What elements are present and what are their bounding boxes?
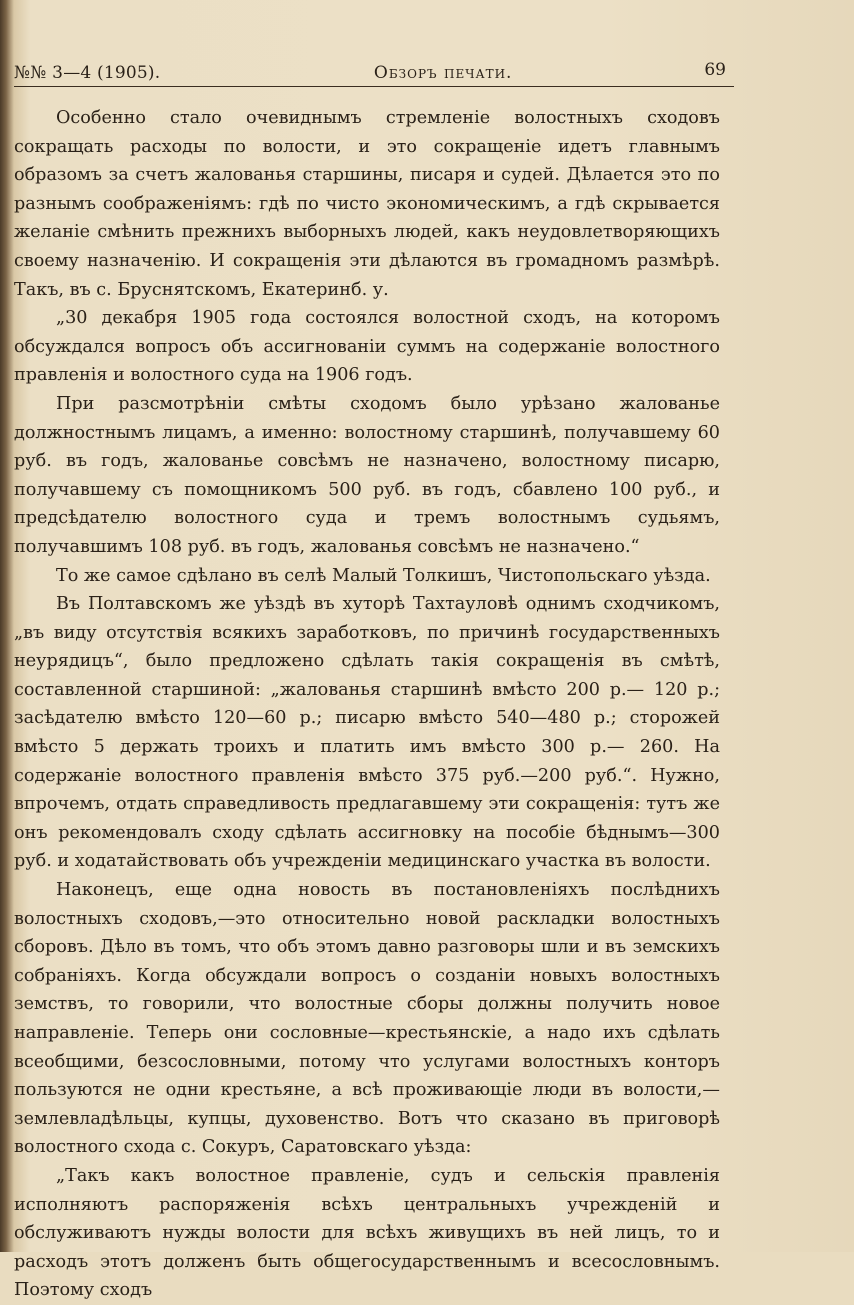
paragraph: Въ Полтавскомъ же уѣздѣ въ хуторѣ Тахтауловѣ однимъ сходчикомъ, „въ виду отсутствія всякихъ заработковъ, по причинѣ государственныхъ неурядицъ“, было предложено сдѣлать такія сокращенія въ смѣтѣ, составленной старшиной: „жалованья старшинѣ вмѣсто 200 р.— 120 р.; засѣдателю вмѣсто 120—60 р.; писарю вмѣсто 540—480 р.; сторожей вмѣсто 5 держать троихъ и платить имъ вмѣсто 300 р.— 260. На содержаніе волостного правленія вмѣсто 375 руб.—200 руб.“. Нужно, впрочемъ, отдать справедливость предлагавшему эти сокращенія: тутъ же онъ рекомендовалъ сходу сдѣлать ассигновку на пособіе бѣднымъ—300 руб. и ходатайствовать объ учрежденіи медицинскаго участка въ волости. <box>14 594 720 872</box>
paragraph: „30 декабря 1905 года состоялся волостной сходъ, на которомъ обсуждался вопросъ объ ассигнованіи суммъ на содержаніе волостного правленія и волостного суда на 1906 годъ. <box>14 308 720 386</box>
header-divider <box>14 86 734 87</box>
paragraph: Особенно стало очевиднымъ стремленіе волостныхъ сходовъ сокращать расходы по волости, и это сокращеніе идетъ главнымъ образомъ за счетъ жалованья старшины, писаря и судей. Дѣлается это по разнымъ соображеніямъ: гдѣ по чисто экономическимъ, а гдѣ скрывается желаніе смѣнить прежнихъ выборныхъ людей, какъ неудовлетворяющихъ своему назначенію. И сокращенія эти дѣлаются въ громадномъ размѣрѣ. Такъ, въ с. Бруснятскомъ, Екатеринб. у. <box>14 108 720 300</box>
paragraph: То же самое сдѣлано въ селѣ Малый Толкишъ, Чистопольскаго уѣзда. <box>56 565 711 586</box>
paragraph: При разсмотрѣніи смѣты сходомъ было урѣзано жалованье должностнымъ лицамъ, а именно: волостному старшинѣ, получавшему 60 руб. въ годъ, жалованье совсѣмъ не назначено, волостному писарю, получавшему съ помощникомъ 500 руб. въ годъ, сбавлено 100 руб., и предсѣдателю волостного суда и тремъ волостнымъ судьямъ, получавшимъ 108 руб. въ годъ, жалованья совсѣмъ не назначено.“ <box>14 393 720 557</box>
page-number: 69 <box>704 60 726 80</box>
section-title: Обзоръ печати. <box>373 63 513 83</box>
paragraph: „Такъ какъ волостное правленіе, судъ и сельскія правленія исполняютъ распоряженія всѣхъ центральныхъ учрежденій и обслуживаютъ нужды волости для всѣхъ живущихъ въ ней лицъ, то и расходъ этотъ долженъ быть общегосударственнымъ и всесословнымъ. Поэтому сходъ <box>14 1165 720 1301</box>
body-text <box>14 104 720 1305</box>
running-header <box>14 60 726 86</box>
paragraph: Наконецъ, еще одна новость въ постановленіяхъ послѣднихъ волостныхъ сходовъ,—это относительно новой раскладки волостныхъ сборовъ. Дѣло въ томъ, что объ этомъ давно разговоры шли и въ земскихъ собраніяхъ. Когда обсуждали вопросъ о созданіи новыхъ волостныхъ земствъ, то говорили, что волостные сборы должны получить новое направленіе. Теперь они сословные—крестьянскіе, а надо ихъ сдѣлать всеобщими, безсословными, потому что услугами волостныхъ конторъ пользуются не одни крестьяне, а всѣ проживающіе люди въ волости,—землевладѣльцы, купцы, духовенство. Вотъ что сказано въ приговорѣ волостного схода с. Сокуръ, Саратовскаго уѣзда: <box>14 880 720 1158</box>
issue-number: №№ 3—4 (1905). <box>14 63 161 83</box>
